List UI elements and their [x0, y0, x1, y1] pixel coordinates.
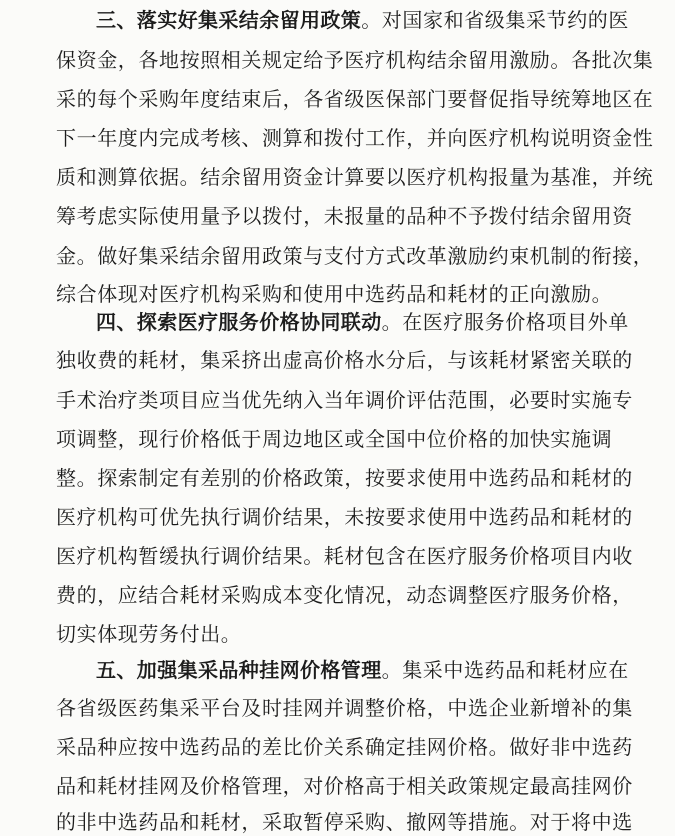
paragraph-3-line-2: 保资金，各地按照相关规定给予医疗机构结余留用激励。各批次集: [56, 48, 654, 72]
paragraph-3-line-8: 综合体现对医疗机构采购和使用中选药品和耗材的正向激励。: [56, 282, 613, 306]
paragraph-5-heading: 五、加强集采品种挂网价格管理: [96, 658, 382, 682]
paragraph-4-line-6: 医疗机构可优先执行调价结果，未按要求使用中选药品和耗材的: [56, 505, 633, 529]
paragraph-5-line-3: 采品种应按中选药品的差比价关系确定挂网价格。做好非中选药: [56, 735, 633, 759]
paragraph-4-line-7: 医疗机构暂缓执行调价结果。耗材包含在医疗服务价格项目内收: [56, 544, 633, 568]
paragraph-3-line-3: 采的每个采购年度结束后，各省级医保部门要督促指导统筹地区在: [56, 87, 654, 111]
paragraph-4-line-3: 手术治疗类项目应当优先纳入当年调价评估范围，必要时实施专: [56, 388, 633, 412]
paragraph-3-line-7: 金。做好集采结余留用政策与支付方式改革激励约束机制的衔接，: [56, 244, 654, 268]
paragraph-4-line-9: 切实体现劳务付出。: [56, 622, 242, 646]
paragraph-5-line-1: 五、加强集采品种挂网价格管理。集采中选药品和耗材应在: [96, 658, 629, 682]
paragraph-4-line-1: 四、探索医疗服务价格协同联动。在医疗服务价格项目外单: [96, 310, 629, 334]
paragraph-3-heading: 三、落实好集采结余留用政策: [96, 8, 362, 32]
paragraph-5-line-2: 各省级医药集采平台及时挂网并调整价格，中选企业新增补的集: [56, 696, 633, 720]
paragraph-4-line-2: 独收费的耗材，集采挤出虚高价格水分后，与该耗材紧密关联的: [56, 348, 633, 372]
paragraph-3-line-6: 筹考虑实际使用量予以拨付，未报量的品种不予拨付结余留用资: [56, 204, 633, 228]
paragraph-5-line-5: 的非中选药品和耗材，采取暂停采购、撤网等措施。对于将中选: [56, 810, 633, 834]
paragraph-4-line-4: 项调整，现行价格低于周边地区或全国中位价格的加快实施调: [56, 427, 613, 451]
paragraph-3-line-5: 质和测算依据。结余留用资金计算要以医疗机构报量为基准，并统: [56, 165, 654, 189]
paragraph-3-line-1: 三、落实好集采结余留用政策。对国家和省级集采节约的医: [96, 8, 630, 32]
paragraph-5-line-4: 品和耗材挂网及价格管理，对价格高于相关政策规定最高挂网价: [56, 774, 633, 798]
paragraph-3-line-4: 下一年度内完成考核、测算和拨付工作，并向医疗机构说明资金性: [56, 126, 654, 150]
paragraph-4-line-5: 整。探索制定有差别的价格政策，按要求使用中选药品和耗材的: [56, 466, 633, 490]
paragraph-4-heading: 四、探索医疗服务价格协同联动: [96, 310, 382, 334]
paragraph-4-line-8: 费的，应结合耗材采购成本变化情况，动态调整医疗服务价格，: [56, 583, 633, 607]
